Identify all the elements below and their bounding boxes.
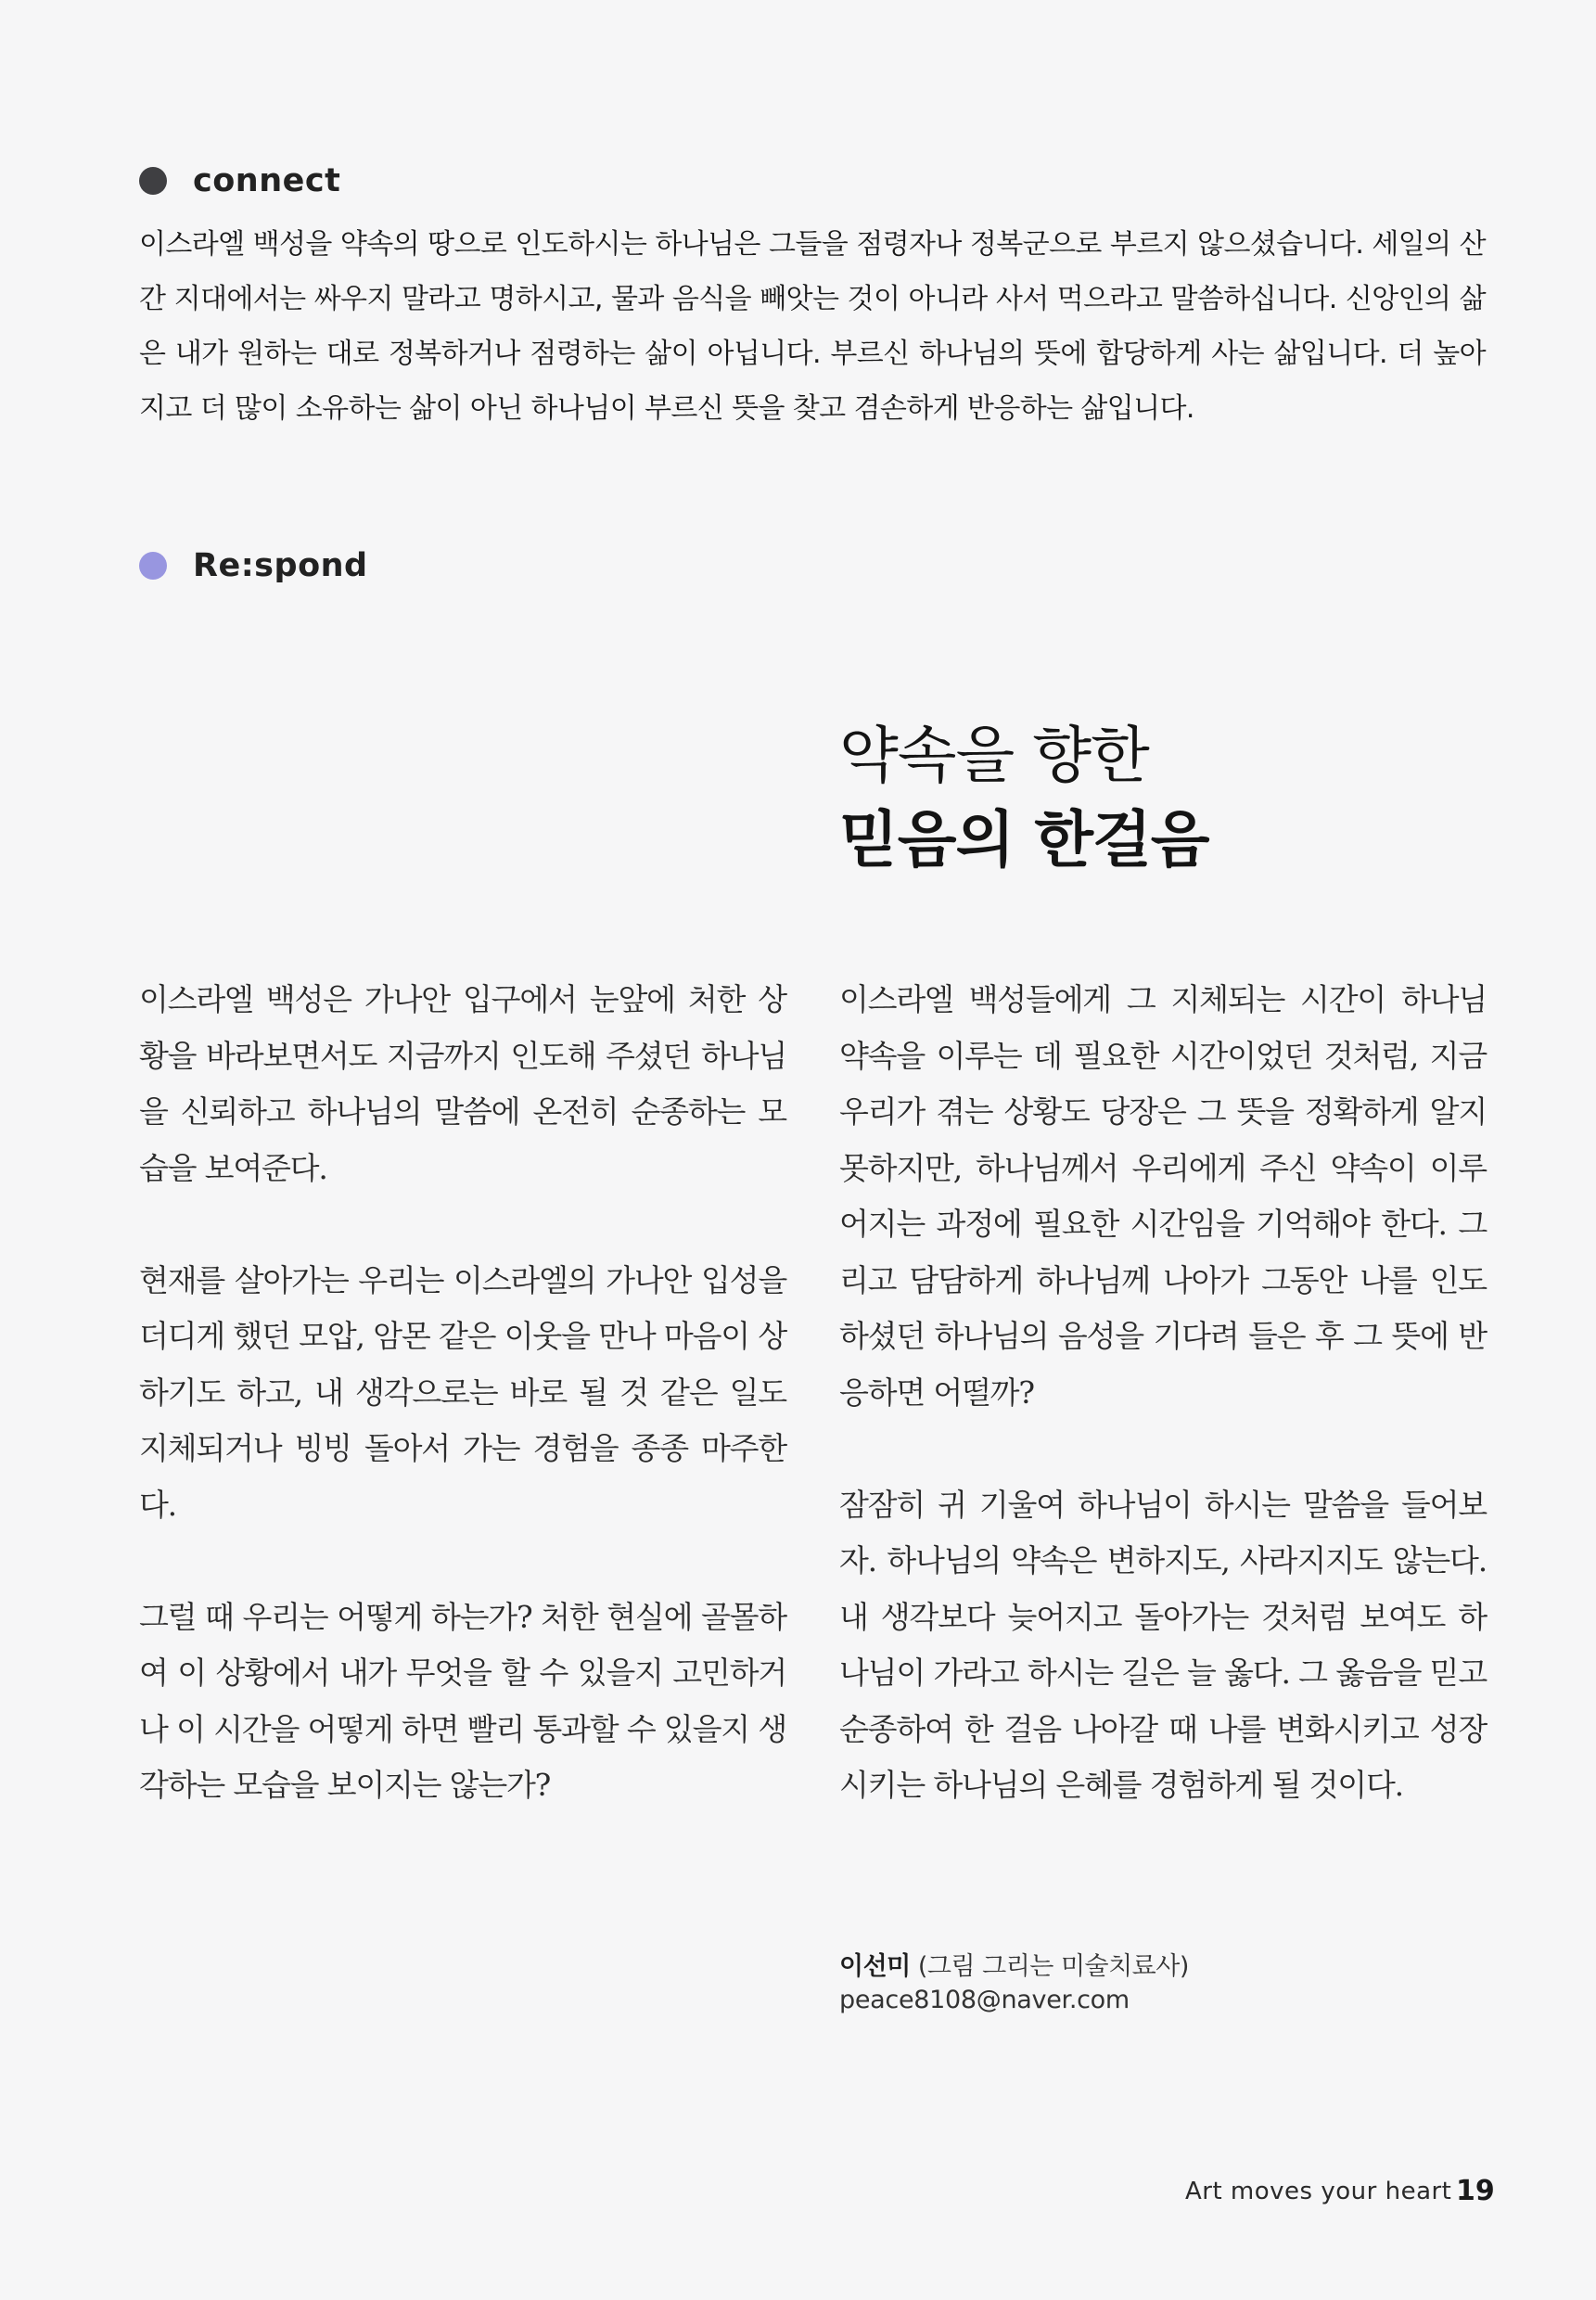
respond-heading <box>139 547 368 584</box>
author-role: (그림 그리는 미술치료사) <box>910 1952 1189 1981</box>
footer-tagline: Art moves your heart <box>1185 2178 1452 2205</box>
page-number: 19 <box>1456 2175 1495 2207</box>
right-paragraph: 이스라엘 백성들에게 그 지체되는 시간이 하나님 약속을 이루는 데 필요한 시간이었던 것처럼, 지금 우리가 겪는 상황도 당장은 그 뜻을 정확하게 알지 못하지만, 하나님께서 우리에게 주신 약속이 이루어지는 과정에 필요한 시간임을 기억해야 한다. 그리고 담담하게 하나님께 나아가 그동안 나를 인도하셨던 하나님의 음성을 기다려 들은 후 그 뜻에 반응하면 어떨까? <box>839 981 1487 1411</box>
respond-bullet-icon <box>139 552 167 580</box>
connect-heading-label: connect <box>193 162 341 199</box>
author-line <box>839 1946 1189 1982</box>
author-email: peace8108@naver.com <box>839 1986 1130 2014</box>
article-right-column <box>839 972 1487 1814</box>
article-left-column <box>139 972 786 1814</box>
left-paragraph: 이스라엘 백성은 가나안 입구에서 눈앞에 처한 상황을 바라보면서도 지금까지 인도해 주셨던 하나님을 신뢰하고 하나님의 말씀에 온전히 순종하는 모습을 보여준다. <box>139 981 786 1186</box>
left-paragraph: 현재를 살아가는 우리는 이스라엘의 가나안 입성을 더디게 했던 모압, 암몬 같은 이웃을 만나 마음이 상하기도 하고, 내 생각으로는 바로 될 것 같은 일도 지체되거나 빙빙 돌아서 가는 경험을 종종 마주한다. <box>139 1261 786 1523</box>
author-credit <box>839 1946 1189 2014</box>
left-paragraph: 그럴 때 우리는 어떻게 하는가? 처한 현실에 골몰하여 이 상황에서 내가 무엇을 할 수 있을지 고민하거나 이 시간을 어떻게 하면 빨리 통과할 수 있을지 생각하는 모습을 보이지는 않는가? <box>139 1598 786 1803</box>
connect-bullet-icon <box>139 167 167 195</box>
connect-paragraph: 이스라엘 백성을 약속의 땅으로 인도하시는 하나님은 그들을 점령자나 정복군으로 부르지 않으셨습니다. 세일의 산간 지대에서는 싸우지 말라고 명하시고, 물과 음식을 빼앗는 것이 아니라 사서 먹으라고 말씀하십니다. 신앙인의 삶은 내가 원하는 대로 정복하거나 점령하는 삶이 아닙니다. 부르신 하나님의 뜻에 합당하게 사는 삶입니다. 더 높아지고 더 많이 소유하는 삶이 아닌 하나님이 부르신 뜻을 찾고 겸손하게 반응하는 삶입니다. <box>139 228 1486 425</box>
article-title-line-2: 믿음의 한걸음 <box>839 803 1209 875</box>
article-title-line-1: 약속을 향한 <box>839 720 1149 791</box>
connect-heading <box>139 162 340 199</box>
article-title <box>839 714 1209 881</box>
right-paragraph: 잠잠히 귀 기울여 하나님이 하시는 말씀을 들어보자. 하나님의 약속은 변하지도, 사라지지도 않는다. 내 생각보다 늦어지고 돌아가는 것처럼 보여도 하나님이 가라고 하시는 길은 늘 옳다. 그 옳음을 믿고 순종하여 한 걸음 나아갈 때 나를 변화시키고 성장시키는 하나님의 은혜를 경험하게 될 것이다. <box>839 1486 1487 1803</box>
respond-heading-label: Re:spond <box>193 547 368 584</box>
author-name: 이선미 <box>839 1952 911 1981</box>
